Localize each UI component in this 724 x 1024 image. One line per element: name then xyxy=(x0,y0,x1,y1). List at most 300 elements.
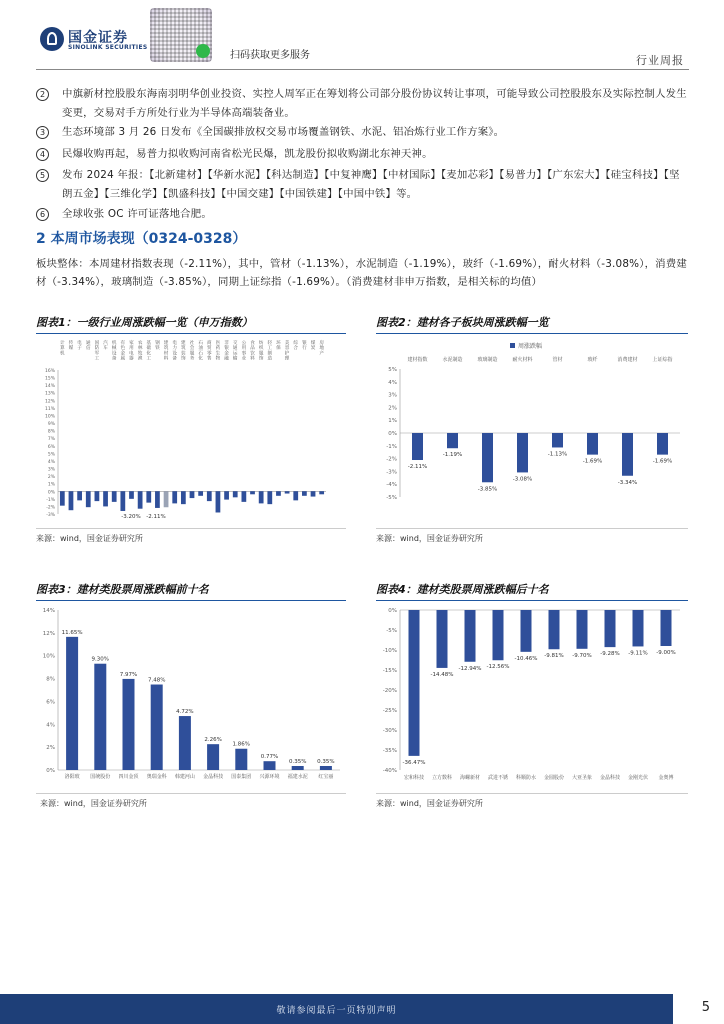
x-tick-label: 金晶科技 xyxy=(203,774,224,780)
y-tick-label: 0% xyxy=(47,490,55,496)
data-label: -1.19% xyxy=(442,452,463,459)
x-tick-label: 筑 xyxy=(181,346,186,352)
x-tick-label: 药 xyxy=(215,346,221,352)
x-tick-label: 服 xyxy=(258,351,264,357)
y-tick-label: 8% xyxy=(46,676,55,683)
bar xyxy=(285,491,290,493)
x-tick-label: 海螺新材 xyxy=(459,775,481,781)
source-rule xyxy=(376,793,688,794)
y-tick-label: -2% xyxy=(46,505,55,511)
x-tick-label: 房 xyxy=(319,341,324,346)
x-tick-label: 工 xyxy=(146,356,152,362)
bar xyxy=(587,433,598,455)
chart-bottom10-stocks xyxy=(376,604,688,790)
bar xyxy=(447,433,458,448)
x-tick-label: 铁 xyxy=(155,346,160,352)
bar xyxy=(493,610,504,660)
y-tick-label: -5% xyxy=(386,628,397,634)
page-number: 5 xyxy=(701,1000,710,1015)
source-rule xyxy=(36,793,346,794)
bar xyxy=(412,433,423,460)
x-tick-label: 品 xyxy=(250,346,255,352)
caption-rule xyxy=(36,333,346,334)
data-label: -9.81% xyxy=(544,653,564,660)
list-item xyxy=(36,123,690,142)
x-tick-label: 建 xyxy=(163,341,169,346)
item-text: 民爆收购再起，易普力拟收购河南省松光民爆，凯龙股份拟收购湖北东神天神。 xyxy=(62,148,433,160)
x-tick-label: 行 xyxy=(302,346,307,352)
y-tick-label: 1% xyxy=(388,418,397,425)
x-tick-label: 油 xyxy=(198,346,203,352)
bar xyxy=(517,433,528,472)
bar xyxy=(77,491,82,500)
x-tick-label: 国 xyxy=(94,341,100,346)
y-tick-label: -10% xyxy=(382,648,397,654)
x-tick-label: 国泰集团 xyxy=(231,774,252,780)
chart-industry-weekly xyxy=(36,338,346,523)
source-rule xyxy=(36,528,346,529)
bar xyxy=(129,491,134,499)
item-number: 6 xyxy=(36,208,49,221)
data-label: -1.13% xyxy=(547,451,568,458)
bar xyxy=(207,491,212,501)
x-tick-label: 四川金顶 xyxy=(118,774,139,780)
item-text: 全球收张 OC 许可证落地合肥。 xyxy=(62,208,212,220)
x-tick-label: 有 xyxy=(120,341,126,346)
x-tick-label: 合 xyxy=(293,346,299,352)
data-label: -3.85% xyxy=(477,486,498,493)
bar xyxy=(66,637,78,770)
x-tick-label: 炭 xyxy=(310,346,316,352)
item-text: 生态环境部 3 月 26 日发布《全国碳排放权交易市场覆盖钢铁、水泥、铝冶炼行业工作方案》。 xyxy=(62,126,505,138)
x-tick-label: 牧 xyxy=(137,351,143,357)
x-tick-label: 容 xyxy=(284,346,290,352)
data-label: -9.11% xyxy=(628,650,648,657)
bar xyxy=(622,433,633,476)
x-tick-label: 农 xyxy=(137,341,143,346)
data-label: -12.56% xyxy=(486,664,510,671)
list-item xyxy=(36,145,690,164)
x-tick-label: 金 xyxy=(120,351,126,357)
y-tick-label: -35% xyxy=(382,748,397,754)
data-label: 1.86% xyxy=(232,741,251,748)
y-tick-label: 2% xyxy=(47,475,55,481)
x-tick-label: 大亚圣象 xyxy=(571,775,593,781)
data-label: 7.48% xyxy=(147,677,166,684)
x-tick-label: 建材指数 xyxy=(407,357,428,363)
bar xyxy=(320,766,332,770)
x-tick-label: 料 xyxy=(250,356,255,362)
x-tick-label: 玻璃制造 xyxy=(477,357,498,363)
data-label: -9.28% xyxy=(600,651,620,658)
x-tick-label: 保 xyxy=(276,346,281,352)
y-tick-label: 8% xyxy=(47,429,55,435)
chart-subsector-weekly xyxy=(376,338,688,523)
y-tick-label: -5% xyxy=(386,495,397,501)
y-tick-label: 11% xyxy=(44,406,55,412)
x-tick-label: 装 xyxy=(181,351,186,357)
y-tick-label: -1% xyxy=(386,443,397,450)
caption-rule xyxy=(376,600,688,601)
x-tick-label: 环 xyxy=(276,341,281,346)
bar xyxy=(437,610,448,668)
bar xyxy=(302,491,307,496)
bar xyxy=(146,491,151,502)
x-tick-label: 玻纤 xyxy=(587,357,598,363)
x-tick-label: 售 xyxy=(206,356,212,362)
bar xyxy=(94,664,106,770)
bar xyxy=(657,433,668,455)
x-tick-label: 金晶科技 xyxy=(599,775,621,781)
item-number: 2 xyxy=(36,88,49,101)
y-tick-label: 14% xyxy=(44,384,55,390)
bar xyxy=(86,491,91,507)
x-tick-label: 服 xyxy=(189,351,195,357)
x-tick-label: 钢 xyxy=(155,341,160,346)
x-tick-label: 械 xyxy=(111,346,117,352)
header-divider xyxy=(36,69,689,70)
x-tick-label: 渔 xyxy=(137,356,143,362)
x-tick-label: 生 xyxy=(215,351,221,357)
bar xyxy=(60,491,65,505)
list-item xyxy=(36,205,690,224)
y-tick-label: 7% xyxy=(47,437,55,443)
footer-disclaimer[interactable]: 敬请参阅最后一页特别声明 xyxy=(276,1006,397,1016)
x-tick-label: 电 xyxy=(77,341,82,346)
x-tick-label: 机 xyxy=(60,351,65,357)
legend-swatch xyxy=(510,343,515,348)
bar xyxy=(577,610,588,649)
y-tick-label: 9% xyxy=(47,422,55,428)
x-tick-label: 非 xyxy=(224,341,229,346)
logo-subtext: SINOLINK SECURITIES xyxy=(68,44,148,51)
data-label: 0.77% xyxy=(260,754,279,761)
y-tick-label: 4% xyxy=(47,459,55,465)
data-label: -10.46% xyxy=(514,655,538,662)
x-tick-label: 用 xyxy=(241,346,247,352)
y-tick-label: -30% xyxy=(382,728,397,734)
bar xyxy=(164,491,169,507)
bar xyxy=(69,491,74,510)
data-label: -3.34% xyxy=(617,479,638,486)
x-tick-label: 汽 xyxy=(103,341,108,346)
bar xyxy=(250,491,255,494)
list-item xyxy=(36,85,690,123)
x-tick-label: 国统股份 xyxy=(90,774,111,780)
y-tick-label: 4% xyxy=(388,379,397,386)
x-tick-label: 防 xyxy=(94,346,100,352)
x-tick-label: 管材 xyxy=(552,357,563,363)
x-tick-label: 设 xyxy=(111,351,117,357)
data-label: 11.65% xyxy=(61,629,83,636)
data-label: -2.11% xyxy=(407,464,428,471)
x-tick-label: 商 xyxy=(206,341,212,346)
x-tick-label: 料 xyxy=(163,356,169,362)
figure-caption: 图表4：建材类股票周涨跌幅后十名 xyxy=(376,583,549,596)
y-tick-label: 0% xyxy=(388,608,397,614)
x-tick-label: 电 xyxy=(172,341,178,346)
data-label: 0.35% xyxy=(288,759,307,765)
bar xyxy=(267,491,272,504)
y-tick-label: 14% xyxy=(42,608,55,614)
bar xyxy=(521,610,532,652)
x-tick-label: 石 xyxy=(198,351,203,357)
x-tick-label: 工 xyxy=(267,346,273,352)
x-tick-label: 饮 xyxy=(250,351,255,357)
x-tick-label: 林 xyxy=(137,346,143,352)
bar xyxy=(235,749,247,770)
data-label: 7.97% xyxy=(119,671,138,678)
x-tick-label: 金刚光伏 xyxy=(627,775,649,781)
bar xyxy=(95,491,100,501)
x-tick-label: 军 xyxy=(94,351,100,357)
x-tick-label: 耐火材料 xyxy=(512,357,533,363)
y-tick-label: -3% xyxy=(386,469,397,476)
x-tick-label: 零 xyxy=(206,351,212,357)
source-rule xyxy=(376,528,688,529)
x-tick-label: 金奥博 xyxy=(658,775,674,781)
bar xyxy=(155,491,160,508)
bar xyxy=(151,685,163,770)
item-text: 发布 2024 年报：【北新建材】【华新水泥】【科达制造】【中复神鹰】【中材国际】【麦加芯彩】【易普力】【广东宏大】【硅宝科技】【坚朗五金】【三维化学】【凯盛科技】【中国交建】【中国铁建】【中国中铁】等。 xyxy=(62,169,680,200)
x-tick-label: 护 xyxy=(284,351,290,357)
bar xyxy=(293,491,298,500)
bar xyxy=(103,491,108,506)
data-label: -9.00% xyxy=(656,650,676,656)
x-tick-label: 车 xyxy=(103,346,108,352)
figure-source: 来源：wind，国金证券研究所 xyxy=(376,534,483,543)
x-tick-label: 红宝丽 xyxy=(318,774,334,780)
data-label: -12.94% xyxy=(458,665,482,672)
x-tick-label: 织 xyxy=(258,346,264,352)
bar xyxy=(233,491,238,497)
figure-caption: 图表1：一级行业周涨跌幅一览（申万指数） xyxy=(36,316,253,329)
y-tick-label: 5% xyxy=(388,367,397,373)
y-tick-label: -15% xyxy=(382,668,397,674)
x-tick-label: 上证综指 xyxy=(652,357,673,363)
y-tick-label: 0% xyxy=(46,768,55,774)
y-tick-label: 4% xyxy=(46,722,55,729)
bar xyxy=(198,491,203,496)
bar xyxy=(482,433,493,482)
y-tick-label: -2% xyxy=(386,456,397,463)
x-tick-label: 属 xyxy=(120,356,126,362)
y-tick-label: 3% xyxy=(47,467,55,473)
x-tick-label: 立方数科 xyxy=(431,775,453,781)
x-tick-label: 地 xyxy=(319,346,324,352)
x-tick-label: 饰 xyxy=(181,356,186,362)
section-title: 2 本周市场表现（0324-0328） xyxy=(36,231,247,247)
summary-paragraph: 板块整体：本周建材指数表现（-2.11%），其中，管材（-1.13%），水泥制造（-1.19%），玻纤（-1.69%），耐火材料（-3.08%），消费建材（-3.34%），玻璃制造（-3.85%），同期上证综指（-1.69%）。（消费建材非申万指数，是相关标的均值） xyxy=(36,258,687,288)
y-tick-label: 0% xyxy=(388,431,397,437)
x-tick-label: 石 xyxy=(198,341,203,346)
figure-caption: 图表3：建材类股票周涨跌幅前十名 xyxy=(36,583,209,596)
data-label: -3.20% xyxy=(121,514,141,520)
x-tick-label: 交 xyxy=(232,341,238,346)
figure-source: 来源：wind，国金证券研究所 xyxy=(36,534,143,543)
bar xyxy=(120,491,125,511)
x-tick-label: 输 xyxy=(232,356,238,362)
x-tick-label: 福建水泥 xyxy=(287,774,308,780)
bar xyxy=(605,610,616,647)
item-number: 5 xyxy=(36,169,49,182)
x-tick-label: 业 xyxy=(241,356,247,362)
x-tick-label: 备 xyxy=(111,356,117,362)
y-tick-label: 16% xyxy=(44,369,55,374)
x-tick-label: 洛阳玻 xyxy=(64,774,80,780)
item-text: 中旗新材控股股东海南羽明华创业投资、实控人周军正在筹划将公司部分股份协议转让事项，可能导致公司控股股东及实际控制人发生变更，交易对手方所处行业为半导体高端装备业。 xyxy=(62,88,687,119)
x-tick-label: 银 xyxy=(302,341,307,346)
bar xyxy=(264,761,276,770)
x-tick-label: 础 xyxy=(146,346,152,352)
x-tick-label: 轻 xyxy=(267,341,273,346)
data-label: 9.30% xyxy=(91,656,110,663)
x-tick-label: 通 xyxy=(85,341,91,346)
x-tick-label: 公 xyxy=(241,341,247,346)
caption-rule xyxy=(376,333,688,334)
y-tick-label: 6% xyxy=(46,699,55,706)
data-label: -36.47% xyxy=(402,759,426,766)
y-tick-label: 3% xyxy=(388,392,397,399)
x-tick-label: 力 xyxy=(172,346,178,352)
data-label: 4.72% xyxy=(176,709,194,716)
x-tick-label: 韩建河山 xyxy=(174,774,195,780)
y-tick-label: 2% xyxy=(46,745,55,752)
x-tick-label: 金 xyxy=(224,351,229,357)
x-tick-label: 煤 xyxy=(310,341,316,346)
x-tick-label: 家 xyxy=(129,341,134,346)
y-tick-label: 12% xyxy=(44,399,55,405)
logo-text: 国金证券 xyxy=(68,30,128,46)
x-tick-label: 筑 xyxy=(163,346,169,352)
x-tick-label: 色 xyxy=(120,346,126,352)
data-label: -3.08% xyxy=(512,476,533,483)
bar xyxy=(112,491,117,502)
figure-source: 来源：wind，国金证券研究所 xyxy=(40,799,147,808)
x-tick-label: 医 xyxy=(215,341,221,346)
bar xyxy=(138,491,143,508)
x-tick-label: 社 xyxy=(189,341,195,346)
x-tick-label: 食 xyxy=(250,341,255,346)
figure-source: 来源：wind，国金证券研究所 xyxy=(376,799,483,808)
bar xyxy=(181,491,186,504)
y-tick-label: -25% xyxy=(382,708,397,714)
x-tick-label: 媒 xyxy=(68,346,74,352)
x-tick-label: 化 xyxy=(146,351,152,357)
x-tick-label: 武进不锈 xyxy=(487,775,509,781)
y-tick-label: -1% xyxy=(46,497,55,503)
x-tick-label: 宏和科技 xyxy=(403,775,425,781)
data-label: -14.48% xyxy=(430,671,454,678)
y-tick-label: 6% xyxy=(47,444,55,450)
x-tick-label: 务 xyxy=(189,356,195,362)
x-tick-label: 饰 xyxy=(258,356,264,362)
wechat-badge-icon xyxy=(196,44,210,58)
x-tick-label: 消费建材 xyxy=(617,357,638,363)
data-label: 0.35% xyxy=(317,759,335,765)
x-tick-label: 纺 xyxy=(258,341,264,346)
data-label: -1.69% xyxy=(582,458,603,465)
x-tick-label: 备 xyxy=(172,356,178,362)
legend-label: 周涨跌幅 xyxy=(518,343,543,350)
x-tick-label: 科顺防水 xyxy=(515,775,537,781)
bar xyxy=(552,433,563,447)
y-tick-label: 1% xyxy=(47,482,55,488)
x-tick-label: 运 xyxy=(232,351,238,357)
x-tick-label: 器 xyxy=(129,356,134,362)
x-tick-label: 物 xyxy=(215,356,221,362)
figure-caption: 图表2：建材各子板块周涨跌幅一览 xyxy=(376,316,549,329)
y-tick-label: 13% xyxy=(44,391,55,397)
x-tick-label: 子 xyxy=(77,346,82,352)
list-item xyxy=(36,166,690,204)
x-tick-label: 机 xyxy=(111,341,117,346)
x-tick-label: 制 xyxy=(267,351,273,357)
bar xyxy=(259,491,264,503)
bar xyxy=(207,744,219,770)
x-tick-label: 算 xyxy=(60,346,65,352)
x-tick-label: 产 xyxy=(319,351,324,357)
x-tick-label: 融 xyxy=(224,356,229,362)
report-type: 行业周报 xyxy=(636,54,684,67)
bar xyxy=(311,491,316,496)
x-tick-label: 用 xyxy=(129,346,134,352)
x-tick-label: 信 xyxy=(85,346,91,352)
data-label: -1.69% xyxy=(652,458,673,465)
bar xyxy=(224,491,229,499)
x-tick-label: 美 xyxy=(284,341,290,346)
bar xyxy=(276,491,281,496)
y-tick-label: -40% xyxy=(382,768,397,774)
x-tick-label: 工 xyxy=(94,356,100,362)
item-number: 3 xyxy=(36,126,49,139)
bar xyxy=(123,679,135,770)
data-label: 2.26% xyxy=(204,737,222,744)
chart-top10-stocks xyxy=(36,604,346,790)
bar xyxy=(216,491,221,512)
x-tick-label: 银 xyxy=(224,346,229,352)
x-tick-label: 水泥制造 xyxy=(442,357,463,363)
x-tick-label: 建 xyxy=(181,341,186,346)
x-tick-label: 兴源环境 xyxy=(259,774,280,780)
x-tick-label: 造 xyxy=(267,356,273,362)
company-logo-icon xyxy=(40,27,64,51)
bar xyxy=(190,491,195,498)
y-tick-label: -4% xyxy=(386,482,397,489)
bar xyxy=(319,491,324,494)
x-tick-label: 贸 xyxy=(206,346,212,352)
bar xyxy=(179,716,191,770)
y-tick-label: 2% xyxy=(388,405,397,412)
bar xyxy=(633,610,644,646)
caption-rule xyxy=(36,600,346,601)
x-tick-label: 事 xyxy=(241,351,247,357)
y-tick-label: 5% xyxy=(47,452,55,458)
x-tick-label: 基 xyxy=(146,341,152,346)
bar xyxy=(172,491,177,503)
x-tick-label: 综 xyxy=(293,341,299,346)
x-tick-label: 化 xyxy=(198,356,203,362)
item-number: 4 xyxy=(36,148,49,161)
x-tick-label: 材 xyxy=(163,351,169,357)
x-tick-label: 设 xyxy=(172,351,178,357)
y-tick-label: 10% xyxy=(42,653,55,660)
y-tick-label: 12% xyxy=(42,630,55,637)
y-tick-label: -3% xyxy=(46,513,55,518)
bar xyxy=(549,610,560,649)
x-tick-label: 会 xyxy=(189,346,195,352)
x-tick-label: 通 xyxy=(232,346,238,352)
